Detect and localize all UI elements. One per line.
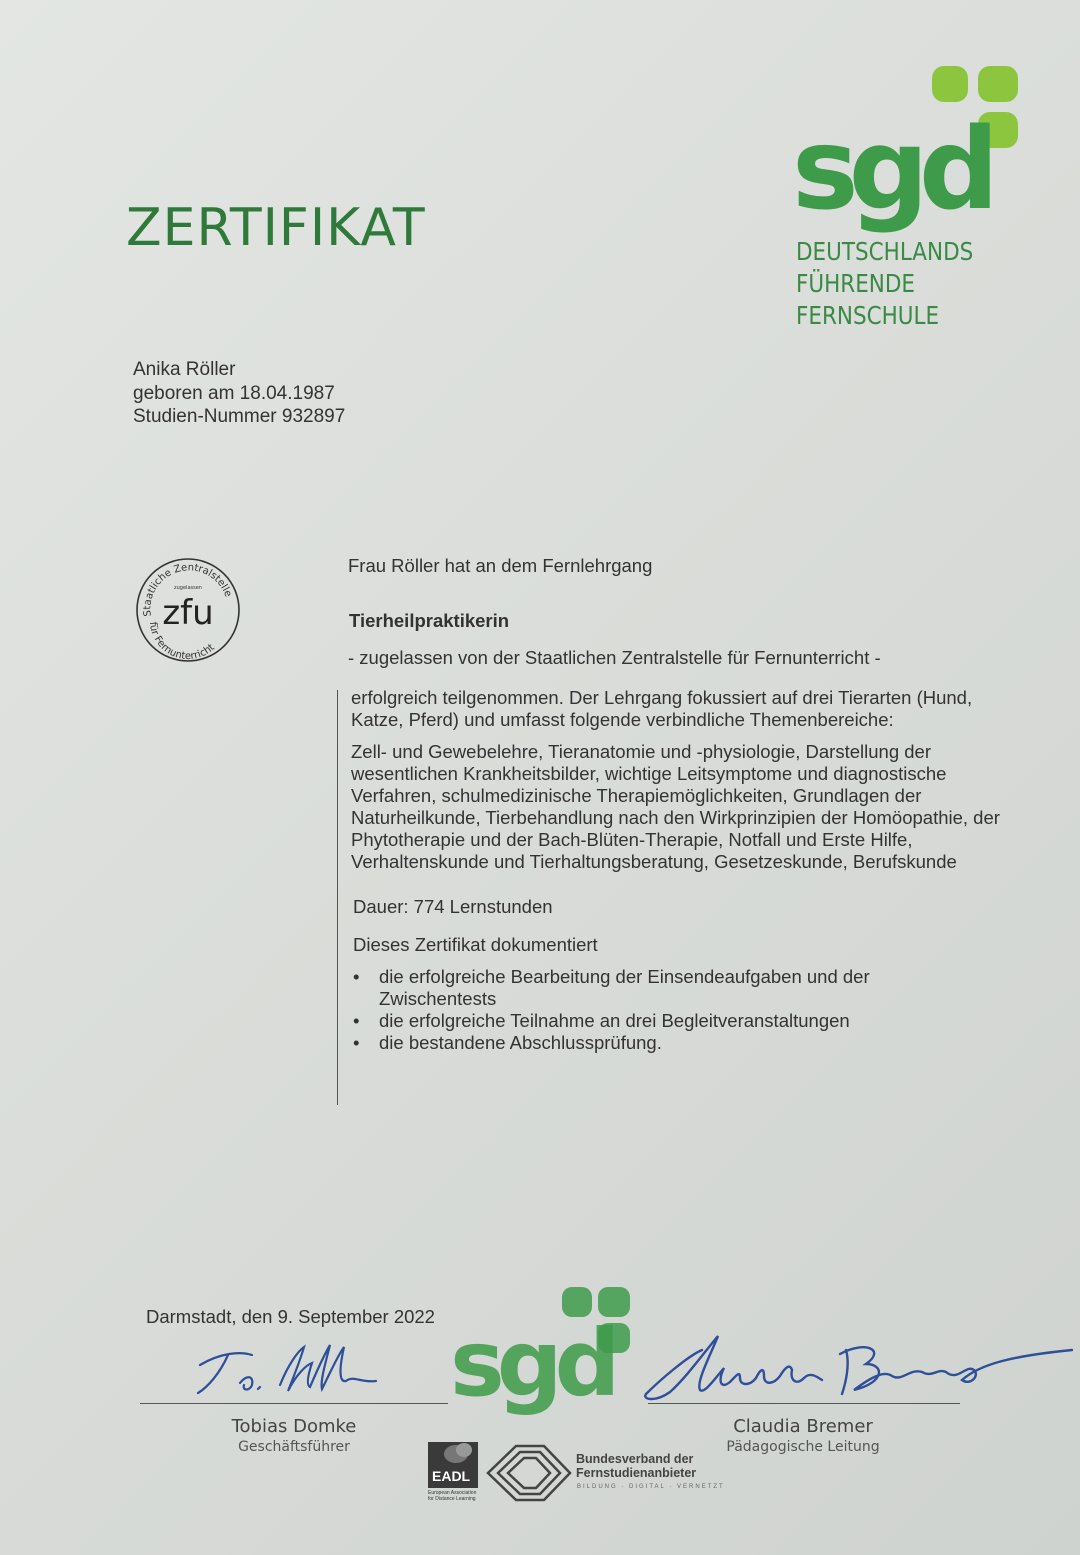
topics-paragraph: Zell- und Gewebelehre, Tieranatomie und -physiologie, Darstellung der wesentlichen Krankheitsbilder, wichtige Leitsymptome und diagnostische Verfahren, schulmedizinische Therapiemöglichkeiten, Grundlagen der Naturheilkunde, Tierbehandlung nach den Wirkprinzipien der Homöopathie, der Phytotherapie und der Bach-Blüten-Therapie, Notfall und Erste Hilfe, Verhaltenskunde und Tierhaltungsberatung, Gesetzeskunde, Berufskunde [351, 741, 1000, 872]
stamp-text: sgd [450, 1310, 613, 1415]
seal-center-text: zfu [162, 593, 214, 633]
recipient-info [133, 358, 345, 429]
certificate-title: ZERTIFIKAT [126, 198, 426, 258]
recipient-name: Anika Röller [133, 359, 236, 380]
signature-tobias-domke [180, 1325, 400, 1405]
signer-right [648, 1416, 958, 1455]
seal-bottom-text: für Fernunterricht [146, 621, 217, 663]
place-date: Darmstadt, den 9. September 2022 [146, 1306, 435, 1327]
clover-leaf-1 [932, 66, 968, 102]
intro-text: Frau Röller hat an dem Fernlehrgang [348, 555, 653, 576]
eadl-mark [428, 1442, 478, 1488]
signer-name: Tobias Domke [231, 1416, 357, 1437]
signer-name: Claudia Bremer [733, 1416, 873, 1437]
sgd-logo-text: sgd [792, 105, 990, 235]
bullet-icon: • [353, 966, 360, 987]
completion-paragraph: erfolgreich teilgenommen. Der Lehrgang fokussiert auf drei Tierarten (Hund, Katze, Pferd) und umfasst folgende verbindliche Themenbereiche: [351, 687, 973, 730]
bullet-icon: • [353, 1032, 360, 1053]
eadl-logo [428, 1442, 478, 1504]
recipient-birth: geboren am 18.04.1987 [133, 382, 335, 404]
tagline [796, 236, 1040, 332]
bundesverband-name: Bundesverband der Fernstudienanbieter [576, 1452, 697, 1480]
list-item: • die erfolgreiche Bearbeitung der Einsendeaufgaben und der Zwischentests [353, 966, 870, 1009]
documents-heading: Dieses Zertifikat dokumentiert [353, 934, 598, 955]
seal-top-text: Staatliche Zentralstelle [142, 562, 234, 617]
signature-claudia-bremer [640, 1320, 1080, 1410]
signature-line-right [648, 1403, 960, 1404]
seal-small-text: zugelassen [174, 585, 202, 591]
clover-leaf-2 [978, 66, 1018, 102]
list-item: • die erfolgreiche Teilnahme an drei Begleitveranstaltungen [353, 1010, 850, 1031]
course-name: Tierheilpraktikerin [349, 610, 510, 631]
signer-role: Pädagogische Leitung [726, 1439, 880, 1455]
eadl-subtitle: European Association for Distance Learning [428, 1490, 477, 1502]
course-duration: Dauer: 774 Lernstunden [353, 896, 553, 917]
tagline-line-1: DEUTSCHLANDS [796, 237, 974, 266]
zfu-seal [134, 556, 242, 664]
sgd-stamp [450, 1285, 635, 1415]
signer-role: Geschäftsführer [238, 1439, 350, 1455]
signature-line-left [140, 1403, 448, 1404]
eadl-label: EADL [432, 1468, 471, 1484]
bullet-icon: • [353, 1010, 360, 1031]
tagline-line-2: FÜHRENDE FERNSCHULE [796, 269, 940, 330]
list-item: • die bestandene Abschlussprüfung. [353, 1032, 662, 1053]
achievement-list [353, 966, 953, 1054]
content-divider [337, 690, 338, 1105]
student-number: Studien-Nummer 932897 [133, 406, 346, 427]
eadl-icon [428, 1442, 478, 1468]
bundesverband-slogan: BILDUNG · DIGITAL · VERNETZT [577, 1484, 725, 1490]
signer-left [140, 1416, 448, 1455]
bundesverband-logo-icon [486, 1444, 572, 1502]
approval-text: - zugelassen von der Staatlichen Zentralstelle für Fernunterricht - [348, 647, 881, 668]
